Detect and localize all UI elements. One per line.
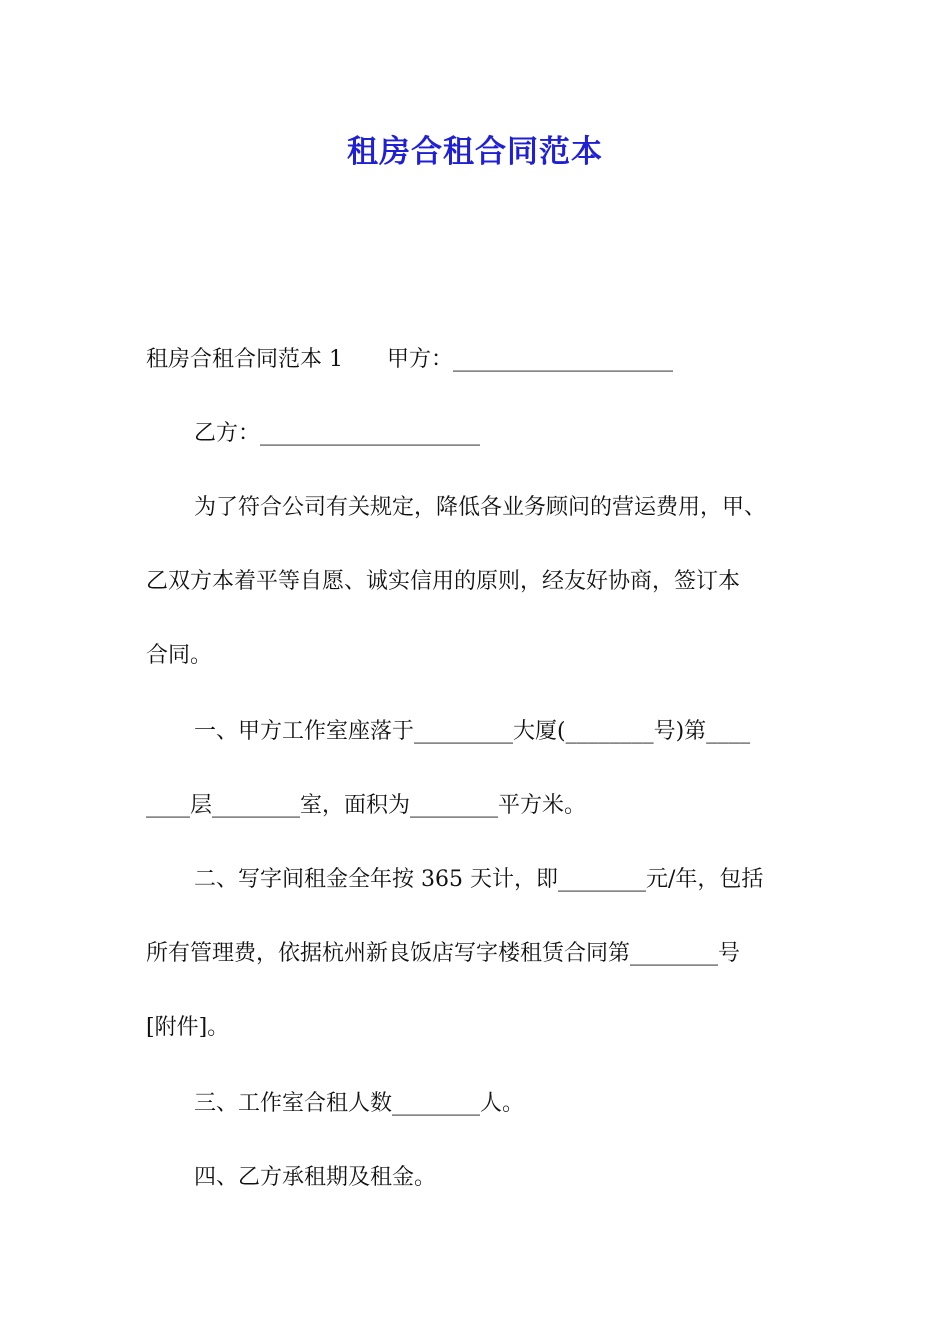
document-title: 租房合租合同范本 <box>347 134 603 170</box>
clause-2-line-2: 所有管理费，依据杭州新良饭店写字楼租赁合同第________号 <box>146 941 741 966</box>
clause-2-line-1: 二、写字间租金全年按 365 天计，即________元/年，包括 <box>194 867 764 892</box>
clause-2-line-3: [附件]。 <box>146 1015 230 1040</box>
clause-3-line: 三、工作室合租人数________人。 <box>194 1091 525 1116</box>
clause-1-line-1: 一、甲方工作室座落于_________大厦(________号)第____ <box>194 719 751 744</box>
clause-4-line: 四、乙方承租期及租金。 <box>194 1165 437 1190</box>
contract-heading-party-a-line: 租房合租合同范本 1 甲方：____________________ <box>146 347 673 372</box>
paragraph-intro-line-1: 为了符合公司有关规定，降低各业务顾问的营运费用，甲、 <box>194 495 767 520</box>
paragraph-intro-line-3: 合同。 <box>146 643 213 668</box>
party-b-line: 乙方：____________________ <box>194 421 481 446</box>
clause-1-line-2: ____层________室，面积为________平方米。 <box>146 793 587 818</box>
paragraph-intro-line-2: 乙双方本着平等自愿、诚实信用的原则，经友好协商，签订本 <box>146 569 741 594</box>
